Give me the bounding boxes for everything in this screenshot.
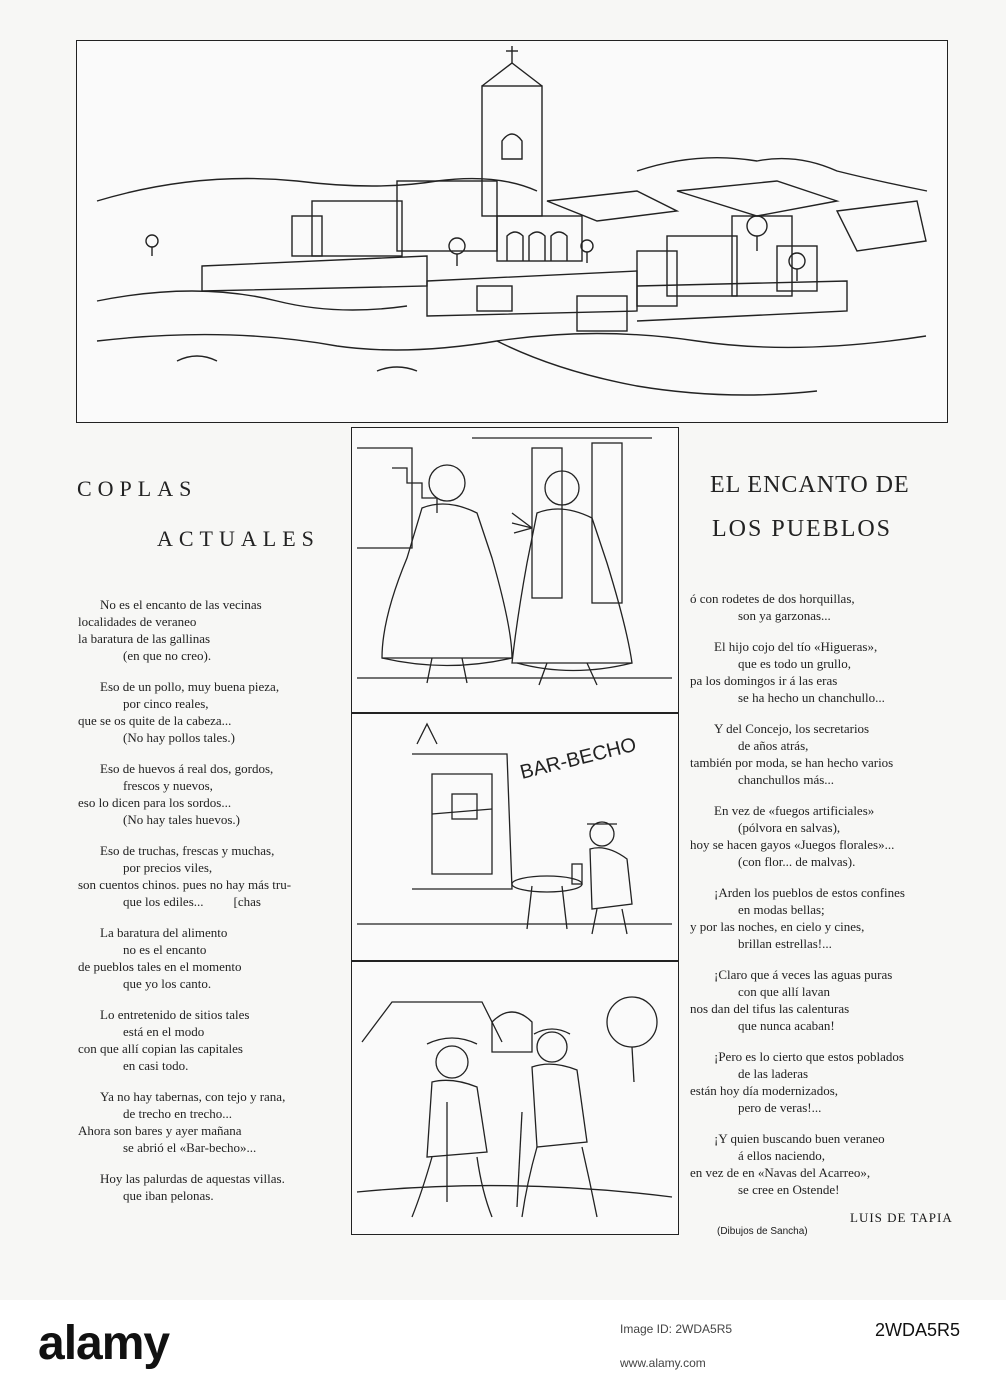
verse-line: chanchullos más... [738, 772, 835, 787]
verse-line: en casi todo. [123, 1058, 189, 1073]
image-code: 2WDA5R5 [875, 1320, 961, 1340]
verse-line: ó con rodetes de dos horquillas, [690, 591, 855, 606]
verse-line: Eso de truchas, frescas y muchas, [100, 843, 275, 858]
verse-line: son cuentos chinos. pues no hay más tru- [78, 877, 292, 892]
verse-line [78, 893, 348, 910]
verse-line: se cree en Ostende! [738, 1182, 840, 1197]
verse-line: que iban pelonas. [123, 1188, 214, 1203]
verse-line: que yo los canto. [123, 976, 212, 991]
verse-line-text: que los ediles... [123, 894, 204, 909]
verse-line: de las laderas [738, 1066, 809, 1081]
verse-line: en vez de en «Navas del Acarreo», [690, 1165, 871, 1180]
bar-becho-drawing [352, 714, 677, 959]
verse-line: Eso de huevos á real dos, gordos, [100, 761, 274, 776]
verse-line: que es todo un grullo, [738, 656, 852, 671]
stanza-r5 [690, 884, 960, 952]
village-landscape-illustration [76, 40, 948, 423]
verse-line: Hoy las palurdas de aquestas villas. [100, 1171, 285, 1186]
stanza-3 [78, 760, 348, 828]
illustration-credit: (Dibujos de Sancha) [717, 1226, 808, 1237]
stanza-r2 [690, 638, 960, 706]
verse-line: se ha hecho un chanchullo... [738, 690, 885, 705]
verse-line: Ya no hay tabernas, con tejo y rana, [100, 1089, 286, 1104]
verse-line: pero de veras!... [738, 1100, 822, 1115]
verse-line: Eso de un pollo, muy buena pieza, [100, 679, 280, 694]
actuales-title: ACTUALES [157, 526, 320, 551]
coplas-title: COPLAS [77, 476, 198, 501]
verse-line: y por las noches, en cielo y cines, [690, 919, 865, 934]
verse-line: (en que no creo). [123, 648, 212, 663]
verse-line: Lo entretenido de sitios tales [100, 1007, 250, 1022]
verse-line: hoy se hacen gayos «Juegos florales»... [690, 837, 895, 852]
stanza-7 [78, 1088, 348, 1156]
verse-line: también por moda, se han hecho varios [690, 755, 894, 770]
verse-line: ¡Arden los pueblos de estos confines [714, 885, 905, 900]
stanza-r8 [690, 1130, 960, 1198]
alamy-logo: alamy [38, 1317, 170, 1370]
alamy-url: www.alamy.com [620, 1356, 706, 1370]
encanto-title-line2: LOS PUEBLOS [712, 516, 893, 542]
verse-line: El hijo cojo del tío «Higueras», [714, 639, 878, 654]
encanto-title-line1: EL ENCANTO DE [710, 472, 910, 498]
village-drawing [77, 41, 946, 421]
stanza-r4 [690, 802, 960, 870]
verse-line: en modas bellas; [738, 902, 825, 917]
left-verse-column [78, 596, 348, 1218]
stanza-2 [78, 678, 348, 746]
verse-line-continuation: [chas [233, 894, 261, 909]
verse-line: de pueblos tales en el momento [78, 959, 242, 974]
verse-line: No es el encanto de las vecinas [100, 597, 262, 612]
bar-becho-sign: BAR-BECHO [517, 733, 639, 784]
stanza-1 [78, 596, 348, 664]
verse-line: son ya garzonas... [738, 608, 831, 623]
two-women-illustration [351, 427, 679, 713]
verse-line: frescos y nuevos, [123, 778, 213, 793]
verse-line: ¡Y quien buscando buen veraneo [714, 1131, 885, 1146]
bar-becho-illustration [351, 713, 679, 961]
two-men-illustration [351, 961, 679, 1235]
verse-line: (No hay pollos tales.) [123, 730, 235, 745]
stanza-r7 [690, 1048, 960, 1116]
verse-line: Y del Concejo, los secretarios [714, 721, 870, 736]
right-verse-column [690, 590, 960, 1212]
verse-line: ¡Pero es lo cierto que estos poblados [714, 1049, 904, 1064]
verse-line: no es el encanto [123, 942, 207, 957]
author-signature: LUIS DE TAPIA [850, 1210, 953, 1225]
two-women-drawing [352, 428, 677, 711]
verse-line: brillan estrellas!... [738, 936, 832, 951]
image-id-label: Image ID: 2WDA5R5 [620, 1322, 733, 1336]
verse-line: que se os quite de la cabeza... [78, 713, 232, 728]
stanza-8 [78, 1170, 348, 1204]
stanza-4 [78, 842, 348, 910]
stanza-r6 [690, 966, 960, 1034]
verse-line: La baratura del alimento [100, 925, 228, 940]
verse-line: con que allí copian las capitales [78, 1041, 243, 1056]
verse-line: eso lo dicen para los sordos... [78, 795, 232, 810]
verse-line: está en el modo [123, 1024, 205, 1039]
verse-line: Ahora son bares y ayer mañana [78, 1123, 242, 1138]
stanza-r3 [690, 720, 960, 788]
verse-line: pa los domingos ir á las eras [690, 673, 838, 688]
two-men-drawing [352, 962, 677, 1233]
verse-line: nos dan del tifus las calenturas [690, 1001, 850, 1016]
stanza-r1 [690, 590, 960, 624]
verse-line: En vez de «fuegos artificiales» [714, 803, 875, 818]
verse-line: por precios viles, [123, 860, 213, 875]
stanza-5 [78, 924, 348, 992]
verse-line: de años atrás, [738, 738, 809, 753]
verse-line: están hoy día modernizados, [690, 1083, 839, 1098]
stanza-6 [78, 1006, 348, 1074]
verse-line: á ellos naciendo, [738, 1148, 825, 1163]
verse-line: con que allí lavan [738, 984, 831, 999]
verse-line: ¡Claro que á veces las aguas puras [714, 967, 893, 982]
verse-line: de trecho en trecho... [123, 1106, 233, 1121]
verse-line: se abrió el «Bar-becho»... [123, 1140, 257, 1155]
verse-line: (pólvora en salvas), [738, 820, 841, 835]
verse-line: la baratura de las gallinas [78, 631, 211, 646]
verse-line: localidades de veraneo [78, 614, 197, 629]
verse-line: (con flor... de malvas). [738, 854, 856, 869]
verse-line: que nunca acaban! [738, 1018, 835, 1033]
verse-line: por cinco reales, [123, 696, 209, 711]
verse-line: (No hay tales huevos.) [123, 812, 240, 827]
